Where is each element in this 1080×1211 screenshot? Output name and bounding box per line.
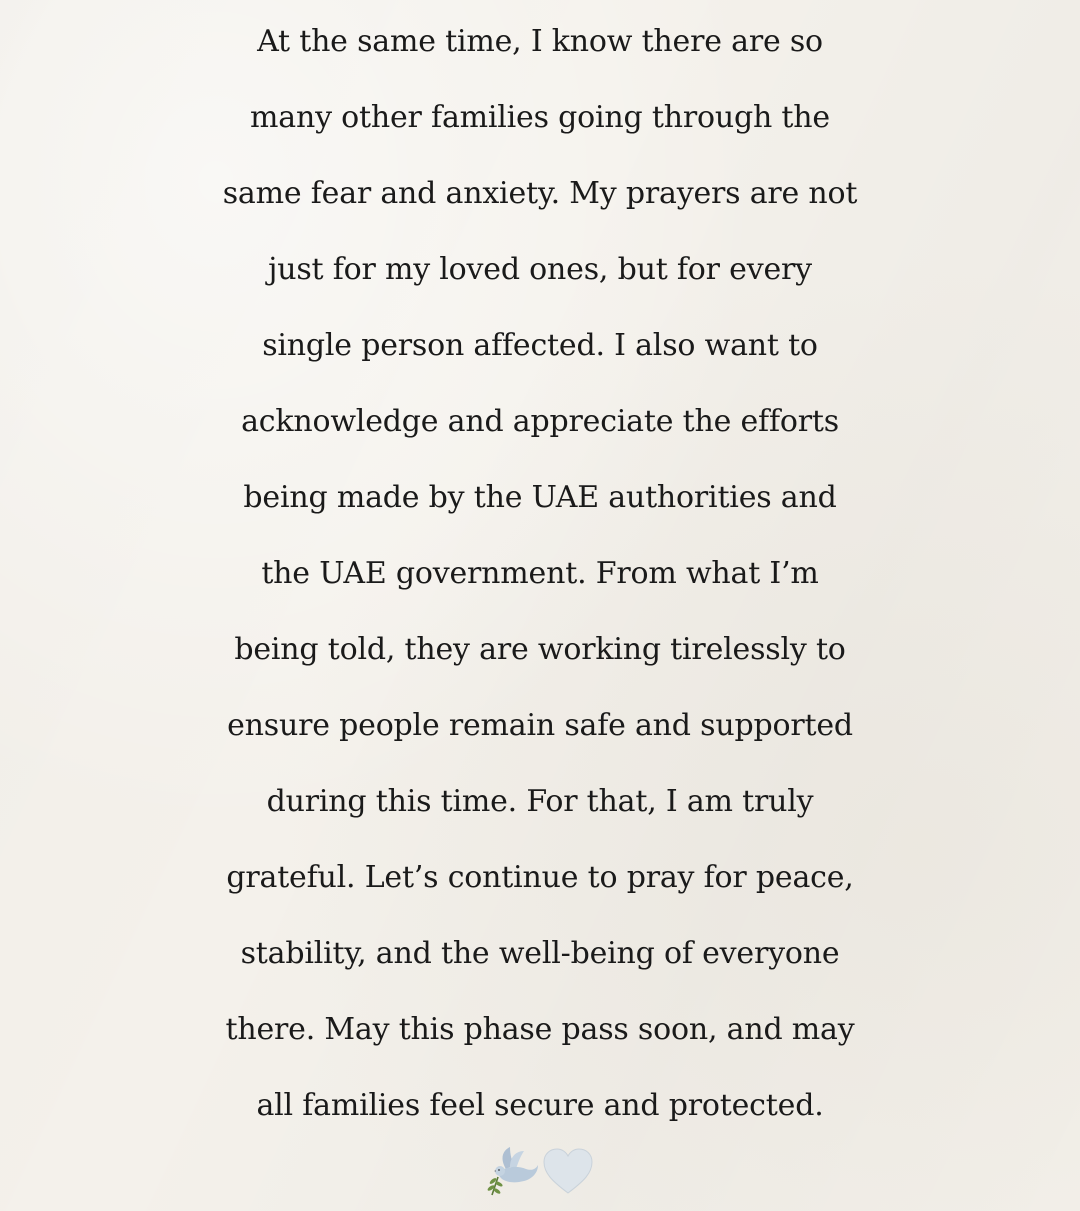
post-text: [0, 4, 1080, 1144]
text-line: during this time. For that, I am truly: [266, 784, 814, 819]
emoji-row: [0, 1143, 1080, 1199]
text-line: all families feel secure and protected.: [256, 1088, 824, 1123]
text-line: the UAE government. From what I’m: [261, 556, 819, 591]
text-line: same fear and anxiety. My prayers are not: [222, 176, 858, 211]
text-line: stability, and the well-being of everyone: [240, 936, 840, 971]
text-line: just for my loved ones, but for every: [268, 252, 812, 287]
text-line: ensure people remain safe and supported: [227, 708, 853, 743]
white-heart-icon: [540, 1143, 596, 1199]
text-line: grateful. Let’s continue to pray for peace,: [226, 860, 854, 895]
text-line: there. May this phase pass soon, and may: [225, 1012, 855, 1047]
text-line: being made by the UAE authorities and: [243, 480, 837, 515]
text-line: being told, they are working tirelessly to: [234, 632, 846, 667]
text-line: many other families going through the: [250, 100, 830, 135]
text-line: single person affected. I also want to: [262, 328, 818, 363]
text-line: At the same time, I know there are so: [257, 24, 823, 59]
text-line: acknowledge and appreciate the efforts: [241, 404, 839, 439]
dove-icon: [484, 1143, 540, 1199]
